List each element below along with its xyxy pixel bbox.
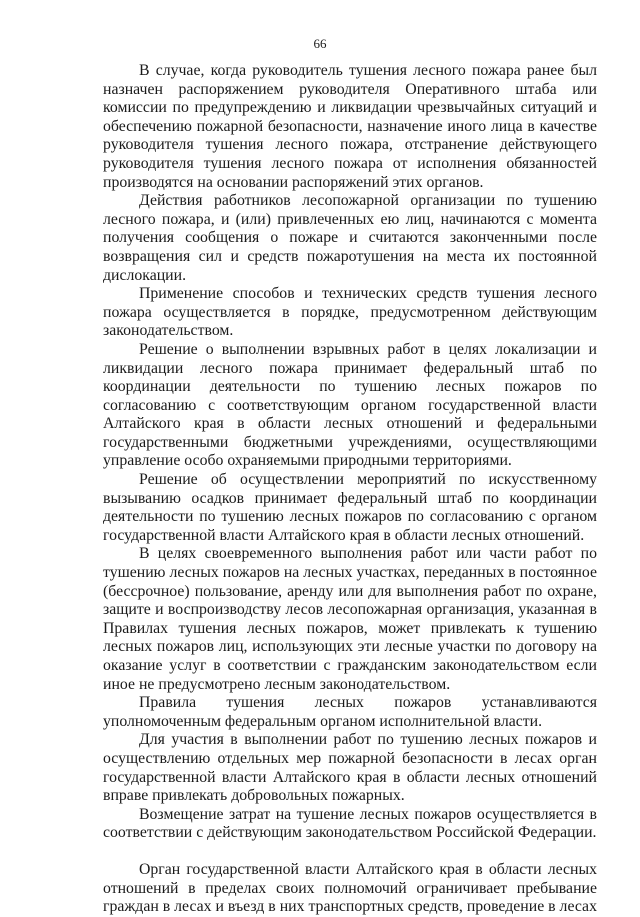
paragraph: Правила тушения лесных пожаров устанавливаются уполномоченным федеральным органом исполнительной власти. <box>103 694 597 730</box>
paragraph: В случае, когда руководитель тушения лесного пожара ранее был назначен распоряжением руководителя Оперативного штаба или комиссии по предупреждению и ликвидации чрезвычайных ситуаций и обеспечению пожарной безопасности, назначение иного лица в качестве руководителя тушения лесного пожара, отстранение действующего руководителя тушения лесного пожара от исполнения обязанностей производятся на основании распоряжений этих органов. <box>103 62 597 191</box>
paragraph: Орган государственной власти Алтайского края в области лесных отношений в пределах своих полномочий ограничивает пребывание граждан в лесах и въезд в них транспортных средств, проведение в лесах <box>103 860 597 916</box>
paragraph: Для участия в выполнении работ по тушению лесных пожаров и осуществлению отдельных мер пожарной безопасности в лесах орган государственной власти Алтайского края в области лесных отношений вправе привлекать добровольных пожарных. <box>103 731 597 805</box>
paragraph: В целях своевременного выполнения работ или части работ по тушению лесных пожаров на лесных участках, переданных в постоянное (бессрочное) пользование, аренду или для выполнения работ по охране, защите и воспроизводству лесов лесопожарная организация, указанная в Правилах тушения лесных пожаров, может привлекать к тушению лесных пожаров лиц, использующих эти лесные участки по договору на оказание услуг в соответствии с гражданским законодательством если иное не предусмотрено лесным законодательством. <box>103 545 597 693</box>
paragraph: Действия работников лесопожарной организации по тушению лесного пожара, и (или) привлеченных ею лиц, начинаются с момента получения сообщения о пожаре и считаются законченными после возвращения сил и средств пожаротушения на места их постоянной дислокации. <box>103 192 597 284</box>
paragraph: Возмещение затрат на тушение лесных пожаров осуществляется в соответствии с действующим законодательством Российской Федерации. <box>103 805 597 842</box>
page-number: 66 <box>313 36 327 51</box>
paragraph: Решение об осуществлении мероприятий по искусственному вызыванию осадков принимает федеральный штаб по координации деятельности по тушению лесных пожаров по согласованию с органом государственной власти Алтайского края в области лесных отношений. <box>103 471 597 544</box>
paragraph: Решение о выполнении взрывных работ в целях локализации и ликвидации лесного пожара принимает федеральный штаб по координации деятельности по тушению лесных пожаров по согласованию с соответствующим органом государственной власти Алтайского края в области лесных отношений и федеральными государственными бюджетными учреждениями, осуществляющими управление особо охраняемыми природными территориями. <box>103 340 597 470</box>
document-body <box>103 62 597 917</box>
paragraph: Применение способов и технических средств тушения лесного пожара осуществляется в порядке, предусмотренном действующим законодательством. <box>103 285 597 340</box>
